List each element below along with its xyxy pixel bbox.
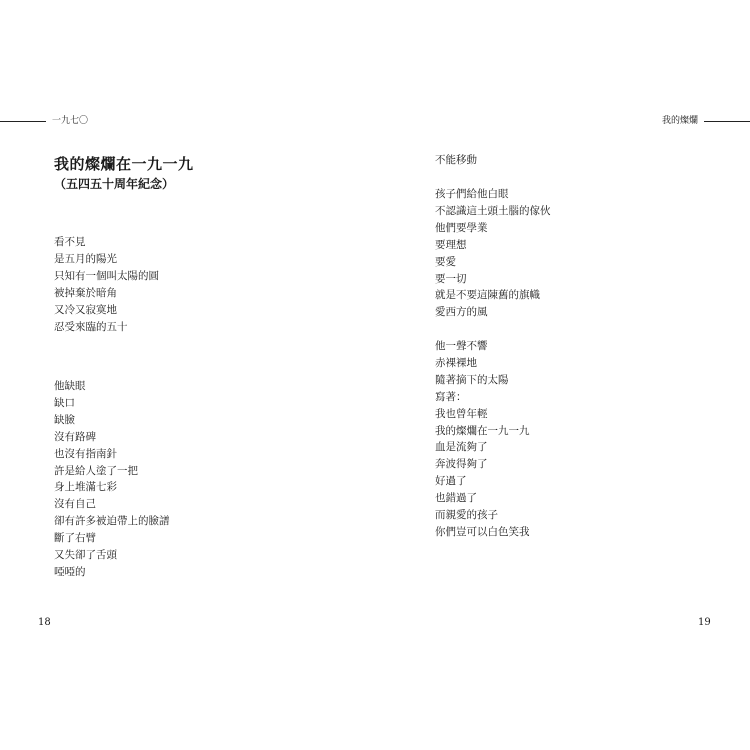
poem-line: 不能移動 bbox=[435, 154, 477, 166]
poem-line: 他們要學業 bbox=[435, 221, 488, 234]
poem-line: 孩子們給他白眼 bbox=[435, 188, 509, 200]
poem-line: 缺臉 bbox=[54, 413, 75, 426]
poem-line: 要愛 bbox=[435, 255, 456, 268]
poem-line: 被掉棄於暗角 bbox=[54, 286, 117, 299]
poem-line: 身上堆滿七彩 bbox=[54, 481, 117, 494]
poem-line: 也沒有指南針 bbox=[54, 447, 117, 460]
poem-line: 他缺眼 bbox=[54, 380, 86, 392]
poem-title: 我的燦爛在一九一九 bbox=[54, 155, 194, 173]
poem-line: 只知有一個叫太陽的圓 bbox=[54, 269, 159, 282]
poem-line: 忍受來臨的五十 bbox=[54, 320, 128, 333]
poem-line: 要一切 bbox=[435, 272, 467, 285]
stanza-right-3 bbox=[435, 338, 530, 541]
header-rule-right bbox=[704, 121, 750, 122]
running-head-right: 我的燦爛 bbox=[661, 116, 698, 126]
page-number-left: 18 bbox=[38, 617, 51, 628]
poem-line: 你們豈可以白色笑我 bbox=[435, 525, 530, 538]
poem-line: 愛西方的風 bbox=[435, 306, 488, 319]
header-rule-left bbox=[0, 121, 46, 122]
poem-subtitle: （五四五十周年紀念） bbox=[54, 177, 175, 191]
poem-line: 寫著： bbox=[435, 390, 467, 403]
poem-line: 隨著摘下的太陽 bbox=[435, 373, 509, 386]
stanza-left-1 bbox=[54, 234, 159, 335]
stanza-right-1 bbox=[435, 152, 477, 169]
poem-line: 又冷又寂寞地 bbox=[54, 303, 117, 316]
poem-line: 也錯過了 bbox=[435, 492, 477, 505]
poem-line: 奔波得夠了 bbox=[435, 458, 488, 471]
poem-line: 缺口 bbox=[54, 396, 75, 409]
stanza-left-2 bbox=[54, 378, 170, 581]
poem-line: 啞啞的 bbox=[54, 565, 86, 578]
stanza-right-2 bbox=[435, 186, 551, 321]
poem-line: 赤裸裸地 bbox=[435, 356, 477, 369]
poem-line: 就是不要這陳舊的旗幟 bbox=[435, 289, 540, 302]
poem-line: 看不見 bbox=[54, 236, 86, 248]
poem-line: 要理想 bbox=[435, 238, 467, 251]
page-number-right: 19 bbox=[698, 617, 711, 628]
running-head-left: 一九七〇 bbox=[52, 116, 89, 126]
poem-line: 我也曾年輕 bbox=[435, 407, 488, 420]
poem-line: 不認識這土頭土腦的傢伙 bbox=[435, 204, 551, 217]
poem-line: 許是給人塗了一把 bbox=[54, 464, 138, 477]
poem-line: 他一聲不響 bbox=[435, 340, 488, 352]
poem-line: 斷了右臂 bbox=[54, 532, 96, 545]
poem-line: 沒有自己 bbox=[54, 498, 96, 511]
poem-line: 是五月的陽光 bbox=[54, 252, 117, 265]
poem-line: 我的燦爛在一九一九 bbox=[435, 424, 530, 437]
poem-line: 血是流夠了 bbox=[435, 441, 488, 454]
poem-line: 而親愛的孩子 bbox=[435, 509, 498, 522]
poem-line: 好過了 bbox=[435, 475, 467, 488]
poem-line: 沒有路碑 bbox=[54, 430, 96, 443]
poem-line: 卻有許多被迫帶上的臉譜 bbox=[54, 515, 170, 528]
poem-line: 又失卻了舌頭 bbox=[54, 549, 117, 562]
